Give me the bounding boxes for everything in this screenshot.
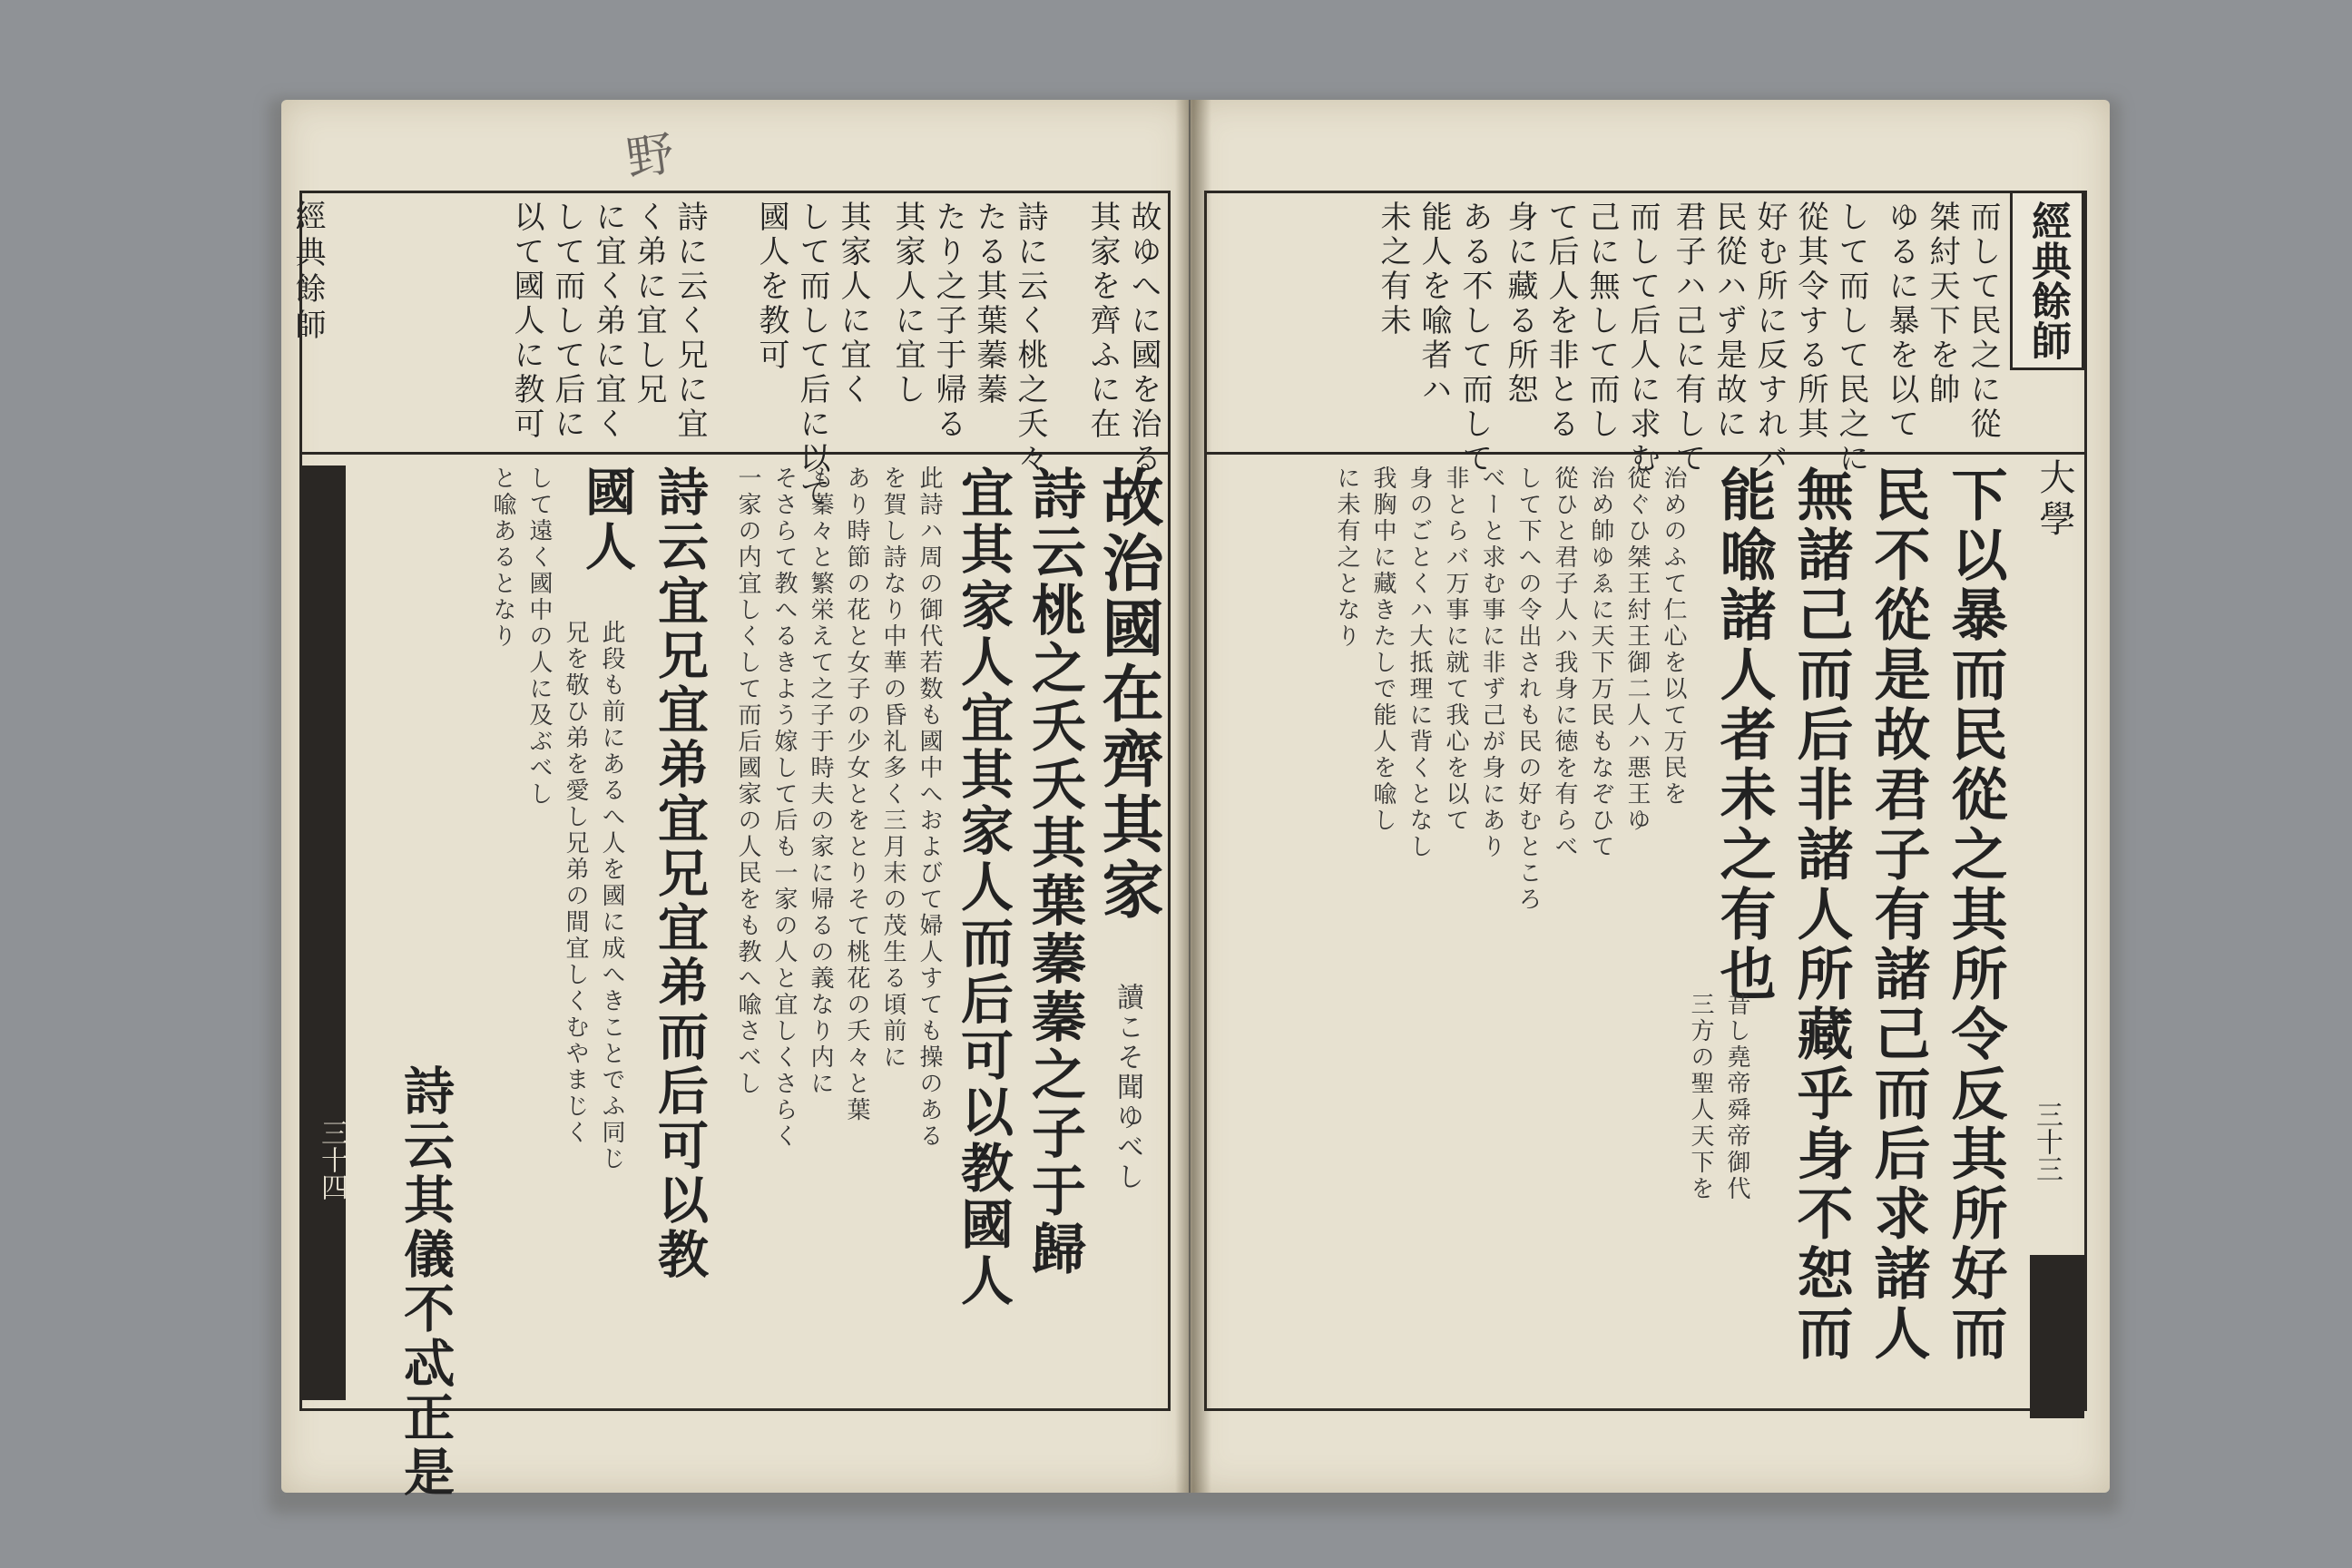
left-gloss-col-6: そさらて教へるきよう嫁して后も一家の人と宜しくさらく <box>770 466 798 1150</box>
left-upper-col-10: 詩に云く兄に宜 <box>671 201 708 442</box>
left-gloss-col-5: も蓁々と繁栄えて之子于時夫の家に帰るの義なり内に <box>807 466 834 1097</box>
book-gutter <box>1175 100 1211 1493</box>
section-label: 大學 <box>2034 458 2075 542</box>
right-gloss-col-8: べーと求む事に非ず己が身にあり <box>1478 466 1505 860</box>
left-gloss-col-3: を賀し詩なり中華の昏礼多く三月末の茂生る頃前に <box>879 466 906 1071</box>
right-upper-col-1: 而して民之に從 <box>1965 201 2001 442</box>
left-gloss-col-11: と喩あるとなり <box>489 466 516 650</box>
open-book <box>281 100 2110 1500</box>
right-gloss-col-3: 治めのふて仁心を以て万民を <box>1660 466 1687 808</box>
right-folio-number: 三十三 <box>2031 1101 2063 1182</box>
left-upper-col-5: たり之子于帰る <box>930 201 966 442</box>
right-upper-col-9: 而して后人に求む <box>1624 201 1661 476</box>
left-gloss-col-9: 兄を敬ひ弟を愛し兄弟の間宜しくむやまじく <box>562 620 589 1146</box>
right-main-col-4: 能喩諸人者未之有也 <box>1710 466 1777 1004</box>
left-upper-col-4: たる其葉蓁蓁 <box>971 201 1007 407</box>
left-upper-col-2: 其家を齊ふに在 <box>1084 201 1121 442</box>
left-main-col-1: 故治國在齊其家 <box>1092 466 1164 923</box>
left-folio-number: 三十四 <box>316 1119 348 1200</box>
left-upper-col-14: 以て國人に教可 <box>508 201 544 442</box>
left-main-col-4: 詩云宜兄宜弟宜兄宜弟而后可以教 <box>650 466 710 1282</box>
left-main-col-2: 詩云桃之夭夭其葉蓁蓁之子于歸 <box>1023 466 1086 1279</box>
right-upper-col-12: 身に藏る所恕 <box>1502 201 1538 407</box>
right-upper-col-6: 好む所に反すれバ <box>1751 201 1788 476</box>
right-gloss-col-1: 昔し堯帝舜帝御代 <box>1723 992 1750 1202</box>
left-upper-register <box>302 193 1168 511</box>
right-upper-col-13: ある不して而して <box>1456 201 1493 476</box>
right-main-col-2: 民不從是故君子有諸己而后求諸人 <box>1865 466 1931 1364</box>
left-gloss-col-7: 一家の内宜しくして而后國家の人民をも教へ喩さべし <box>734 466 761 1097</box>
right-upper-col-4: して而して民之に <box>1833 201 1869 476</box>
right-upper-col-11: て后人を非とる <box>1543 201 1579 442</box>
right-upper-col-14: 能人を喩者ハ <box>1416 201 1452 407</box>
right-gloss-col-2: 三方の聖人天下を <box>1687 992 1714 1202</box>
left-main-col-6: 詩云其儀不忒正是 <box>396 1064 456 1500</box>
right-gloss-col-9: 非とらバ万事に就て我心を以て <box>1442 466 1469 834</box>
handwritten-mark: 野 <box>622 126 678 188</box>
left-upper-col-8: して而して后に以て <box>794 201 830 511</box>
left-gloss-col-8: 此段も前にあるへ人を國に成へきことでふ同じ <box>598 620 625 1172</box>
right-gloss-col-12: に未有之となり <box>1333 466 1360 650</box>
left-gloss-reading: 讀こそ聞ゆべし <box>1112 983 1143 1192</box>
left-gloss-col-2: 此詩ハ周の御代若数も國中へおよびて婦人すても操のある <box>916 466 943 1150</box>
left-text-frame <box>299 191 1171 1500</box>
left-upper-col-7: 其家人に宜く <box>835 201 871 407</box>
right-page <box>1191 100 2110 1493</box>
right-upper-col-5: 從其令する所其 <box>1792 201 1828 442</box>
right-upper-col-15: 未之有未 <box>1375 201 1411 338</box>
left-main-col-3: 宜其家人宜其家人而后可以教國人 <box>952 466 1014 1309</box>
right-gloss-col-10: 身のごとくハ大抵理に背くとなし <box>1406 466 1433 860</box>
right-main-col-1: 下以暴而民從之其所令反其所好而 <box>1942 466 2008 1364</box>
left-upper-col-12: に宜く弟に宜く <box>590 201 626 442</box>
right-gloss-col-7: して下への令出されも民の好むところ <box>1514 466 1542 913</box>
right-gloss-col-11: 我胸中に藏きたしで能人を喩し <box>1369 466 1396 834</box>
right-gloss-col-5: 治め帥ゆゑに天下万民もなぞひて <box>1587 466 1614 860</box>
right-text-frame <box>1204 191 2087 1411</box>
left-dark-margin-band <box>302 466 346 1400</box>
left-main-col-5: 國人 <box>577 466 637 574</box>
right-upper-register <box>1207 193 2084 476</box>
left-gloss-col-10: して遠く國中の人に及ぶべし <box>525 466 553 808</box>
left-upper-col-13: して而して后に <box>549 201 585 442</box>
right-upper-col-7: 民從ハず是故に <box>1710 201 1747 442</box>
left-page <box>281 100 1189 1500</box>
right-upper-col-10: 己に無して而し <box>1583 201 1620 442</box>
right-upper-col-8: 君子ハ己に有して <box>1670 201 1706 476</box>
left-edge-title: 經典餘師 <box>289 200 326 345</box>
left-upper-col-1: 故ゆへに國を治るハ <box>1125 201 1161 511</box>
left-upper-col-3: 詩に云く桃之夭々 <box>1012 201 1048 476</box>
right-gloss-col-6: 從ひと君子人ハ我身に徳を有らべ <box>1551 466 1578 860</box>
left-upper-col-6: 其家人に宜し <box>889 201 926 407</box>
right-upper-col-3: ゆるに暴を以て <box>1883 201 1919 442</box>
right-upper-col-2: 桀紂天下を帥 <box>1924 201 1960 407</box>
left-upper-col-11: く弟に宜し兄 <box>631 201 667 407</box>
right-main-col-3: 無諸己而后非諸人所藏乎身不恕而 <box>1788 466 1854 1364</box>
left-upper-col-9: 國人を教可 <box>753 201 789 373</box>
right-dark-margin-band <box>2030 1255 2084 1418</box>
left-gloss-col-4: あり時節の花と女子の少女とをとりそて桃花の夭々と葉 <box>843 466 870 1123</box>
book-title-tab: 經典餘師 <box>2010 191 2084 370</box>
right-gloss-col-4: 從ぐひ桀王紂王御二人ハ悪王ゆ <box>1623 466 1651 834</box>
